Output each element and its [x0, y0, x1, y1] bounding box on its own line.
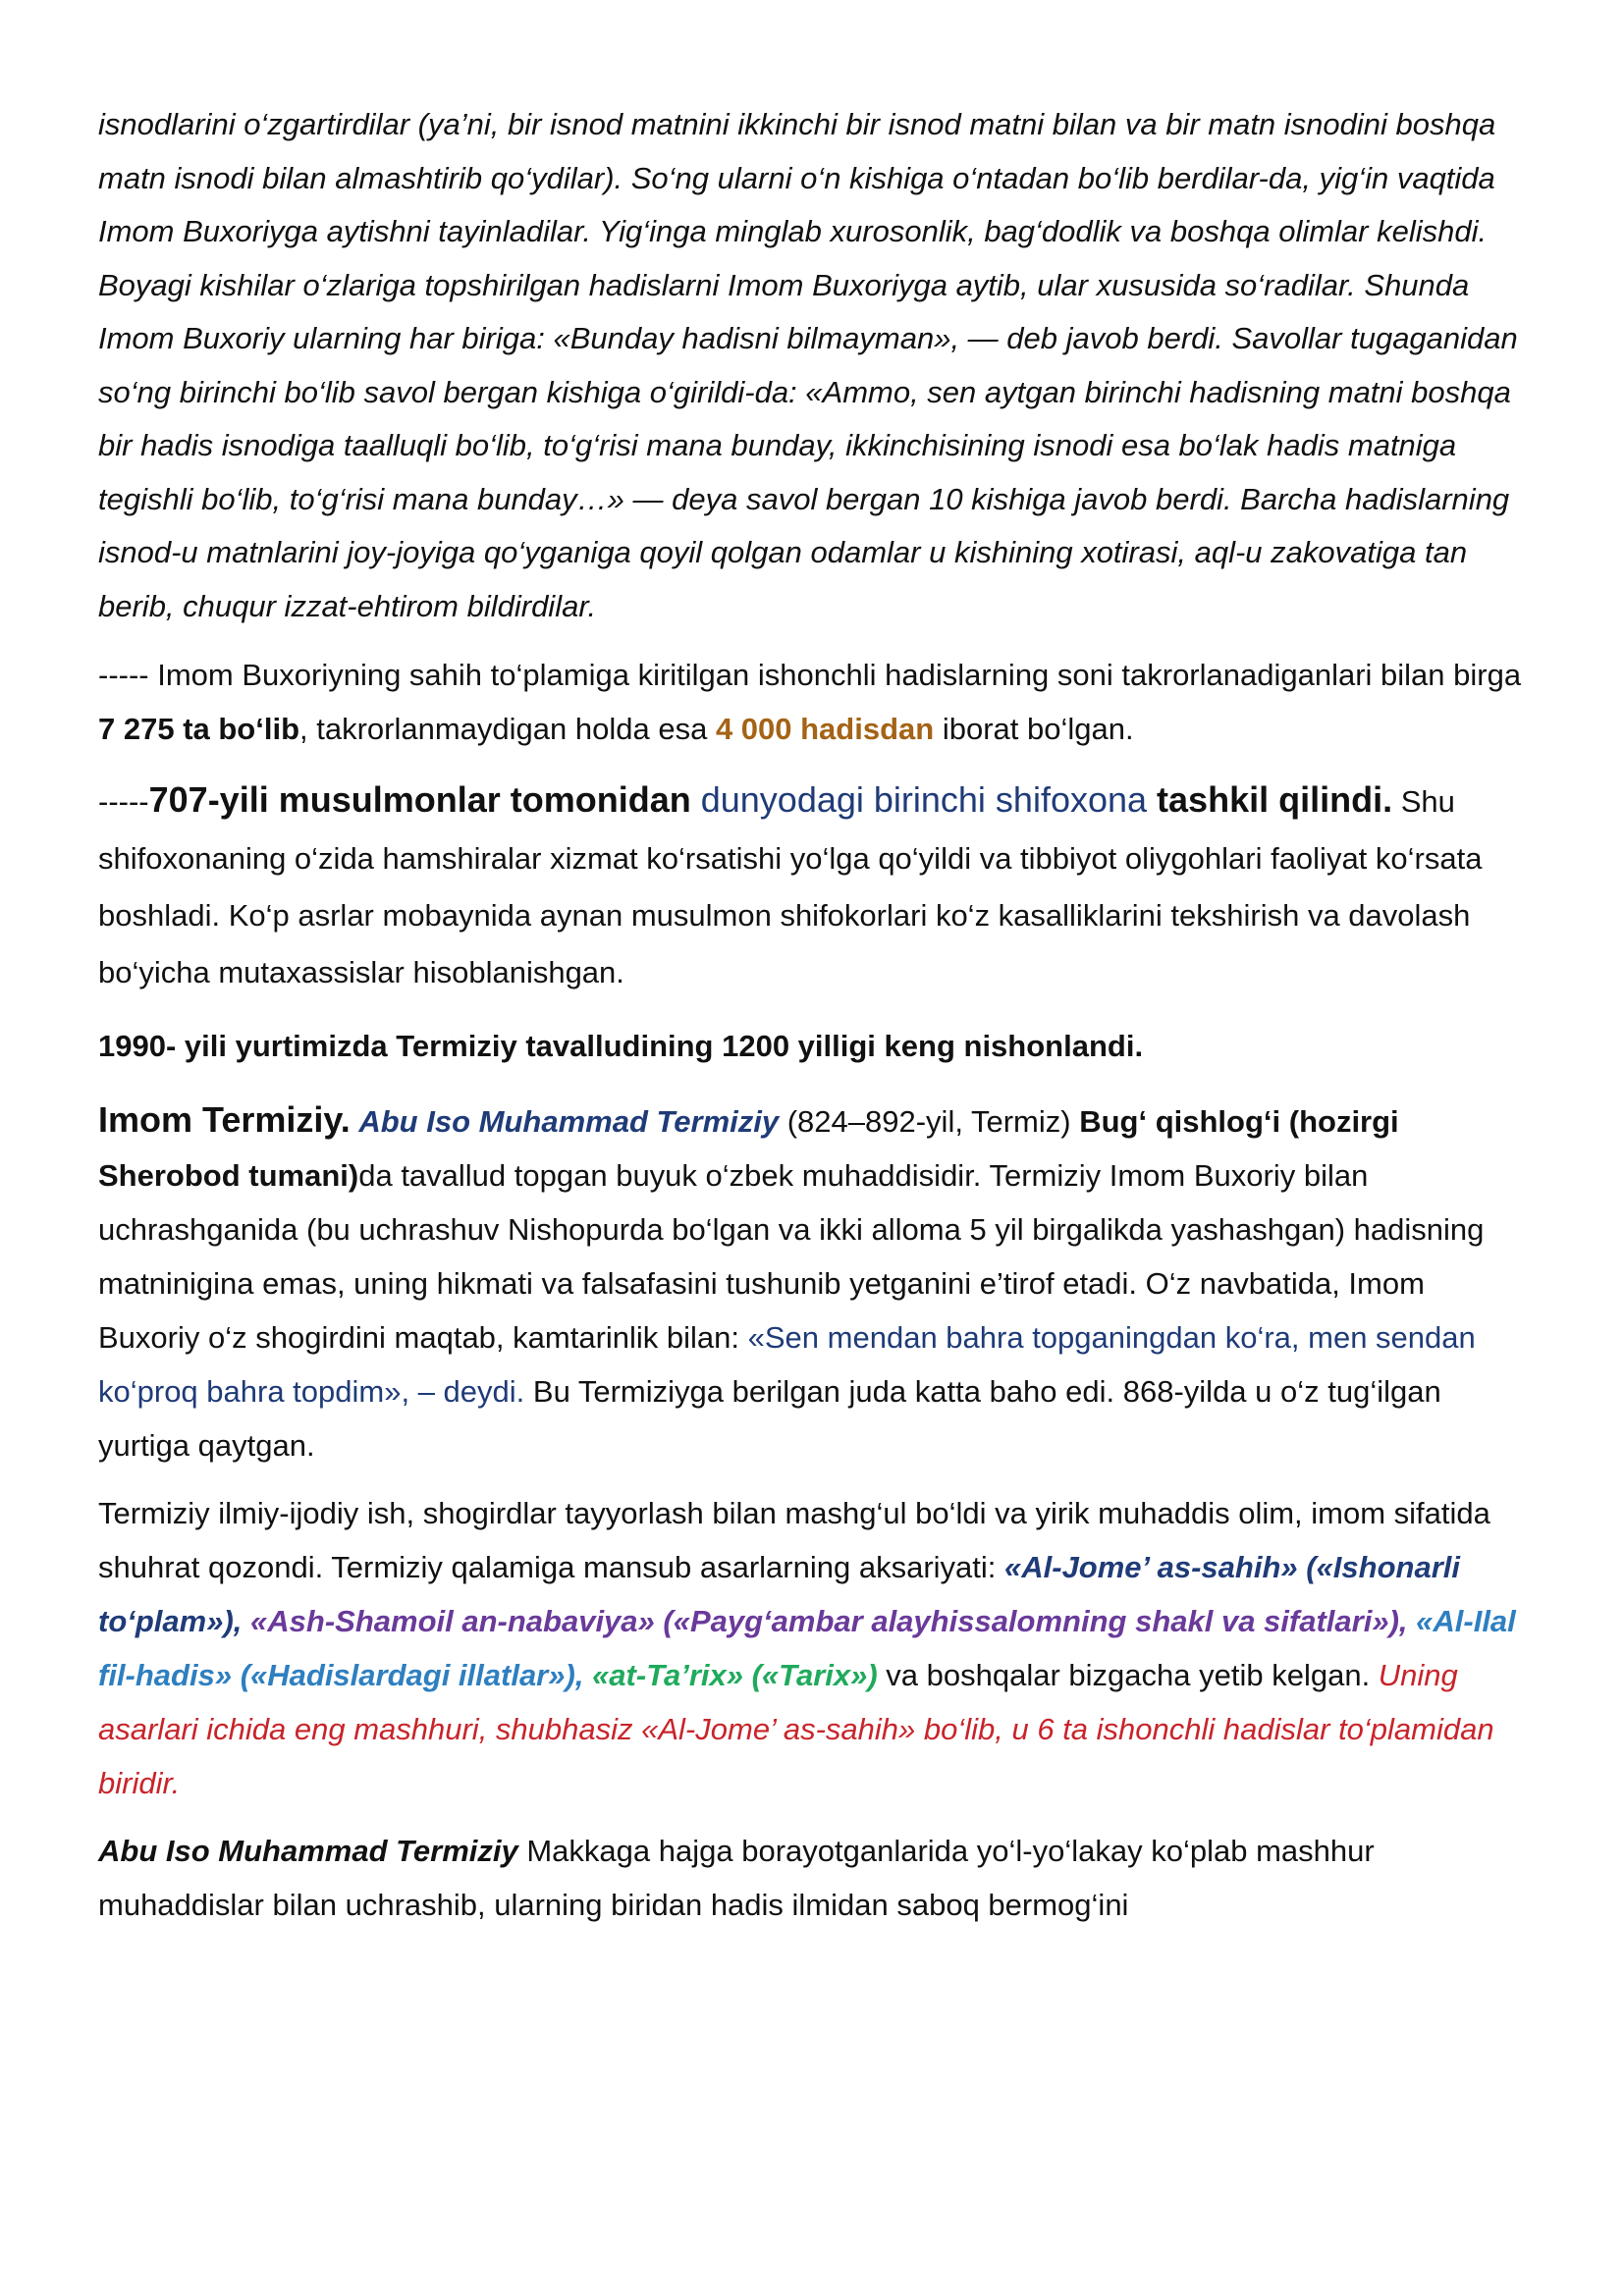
paragraph-hadith-count	[98, 649, 1532, 756]
works-space-3	[583, 1658, 592, 1692]
hadith-count-intro: ----- Imom Buxoriyning sahih to‘plamiga kiritilgan ishonchli hadislarning soni takrorlanadiganlari bilan birga	[98, 658, 1522, 692]
work-al-jome: «Al-Jome’ as-sahih» («Ishonarli to‘plam»),	[98, 1550, 1461, 1638]
hospital-heading-start: 707-yili musulmonlar tomonidan	[148, 779, 701, 820]
work-ash-shamoil: «Ash-Shamoil an-nabaviya» («Payg‘ambar alayhissalomning shakl va sifatlari»),	[250, 1604, 1408, 1638]
termiziy-body-end: Bu Termiziyga berilgan juda katta baho edi. 868-yilda u o‘z tug‘ilgan yurtiga qaytgan.	[98, 1374, 1441, 1463]
works-space-2	[1408, 1604, 1417, 1638]
paragraph-termiziy-works	[98, 1486, 1532, 1810]
hospital-dashes: -----	[98, 784, 149, 819]
paragraph-isnod-story	[98, 98, 1532, 633]
paragraph-imom-termiziy	[98, 1093, 1532, 1472]
works-most-famous: Uning asarlari ichida eng mashhuri, shubhasiz «Al-Jome’ as-sahih» bo‘lib, u 6 ta ishonchli hadislar to‘plamidan biridir.	[98, 1658, 1494, 1800]
hadith-count-7275: 7 275 ta bo‘lib	[98, 711, 300, 746]
work-at-tarix: «at-Ta’rix» («Tarix»)	[592, 1658, 878, 1692]
anniversary-text: 1990- yili yurtimizda Termiziy tavalludining 1200 yilligi keng nishonlandi.	[98, 1029, 1144, 1063]
paragraph-anniversary	[98, 1019, 1532, 1073]
termiziy-dates: (824–892-yil, Termiz)	[779, 1104, 1080, 1139]
hospital-body: Shu shifoxonaning o‘zida hamshiralar xizmat ko‘rsatishi yo‘lga qo‘yildi va tibbiyot oliygohlari faoliyat ko‘rsata boshladi. Ko‘p asrlar mobaynida aynan musulmon shifokorlari ko‘z kasalliklarini tekshirish va davolash bo‘yicha mutaxassislar hisoblanishgan.	[98, 784, 1483, 989]
paragraph-first-hospital	[98, 772, 1532, 1001]
paragraph-makka-journey	[98, 1824, 1532, 1932]
works-intro: Termiziy ilmiy-ijodiy ish, shogirdlar tayyorlash bilan mashg‘ul bo‘ldi va yirik muhaddis olim, imom sifatida shuhrat qozondi. Termiziy qalamiga mansub asarlarning aksariyati:	[98, 1496, 1490, 1584]
termiziy-full-name: Abu Iso Muhammad Termiziy	[358, 1104, 780, 1139]
hadith-count-4000: 4 000 hadisdan	[715, 711, 935, 746]
termiziy-birthplace: Bug‘ qishlog‘i (hozirgi Sherobod tumani)	[98, 1104, 1399, 1193]
buxoriy-quote: «Sen mendan bahra topganingdan ko‘ra, men sendan ko‘proq bahra topdim», – deydi.	[98, 1320, 1476, 1409]
hadith-count-end: iborat bo‘lgan.	[934, 711, 1134, 746]
journey-body: Makkaga hajga borayotganlarida yo‘l-yo‘lakay ko‘plab mashhur muhaddislar bilan uchrashib, ularning biridan hadis ilmidan saboq bermog‘ini	[98, 1834, 1375, 1922]
work-al-ilal: «Al-Ilal fil-hadis» («Hadislardagi illatlar»),	[98, 1604, 1516, 1692]
works-space-1	[242, 1604, 250, 1638]
hospital-highlight: dunyodagi birinchi shifoxona	[700, 779, 1148, 820]
hadith-count-middle: , takrorlanmaydigan holda esa	[299, 711, 716, 746]
works-continued: va boshqalar bizgacha yetib kelgan.	[877, 1658, 1379, 1692]
termiziy-heading: Imom Termiziy.	[98, 1099, 351, 1140]
journey-name: Abu Iso Muhammad Termiziy	[98, 1834, 518, 1868]
hospital-heading-end: tashkil qilindi.	[1147, 779, 1393, 820]
document-page	[98, 98, 1532, 1946]
isnod-story-text: isnodlarini o‘zgartirdilar (ya’ni, bir isnod matnini ikkinchi bir isnod matni bilan va bir matn isnodini boshqa matn isnodi bilan almashtirib qo‘ydilar). So‘ng ularni o‘n kishiga o‘ntadan bo‘lib berdilar-da, yig‘in vaqtida Imom Buxoriyga aytishni tayinladilar. Yig‘inga minglab xurosonlik, bag‘dodlik va boshqa olimlar kelishdi. Boyagi kishilar o‘zlariga topshirilgan hadislarni Imom Buxoriyga aytib, ular xususida so‘radilar. Shunda Imom Buxoriy ularning har biriga: «Bunday hadisni bilmayman», — deb javob berdi. Savollar tugaganidan so‘ng birinchi bo‘lib savol bergan kishiga o‘girildi-da: «Ammo, sen aytgan birinchi hadisning matni boshqa bir hadis isnodiga taalluqli bo‘lib, to‘g‘risi mana bunday, ikkinchisining isnodi esa bo‘lak hadis matniga tegishli bo‘lib, to‘g‘risi mana bunday…» — deya savol bergan 10 kishiga javob berdi. Barcha hadislarning isnod-u matnlarini joy-joyiga qo‘yganiga qoyil qolgan odamlar u kishining xotirasi, aql-u zakovatiga tan berib, chuqur izzat-ehtirom bildirdilar.	[98, 107, 1518, 623]
termiziy-body: da tavallud topgan buyuk o‘zbek muhaddisidir. Termiziy Imom Buxoriy bilan uchrashganida (bu uchrashuv Nishopurda bo‘lgan va ikki alloma 5 yil birgalikda yashashgan) hadisning matninigina emas, uning hikmati va falsafasini tushunib yetganini e’tirof etadi. O‘z navbatida, Imom Buxoriy o‘z shogirdini maqtab, kamtarinlik bilan:	[98, 1158, 1485, 1355]
